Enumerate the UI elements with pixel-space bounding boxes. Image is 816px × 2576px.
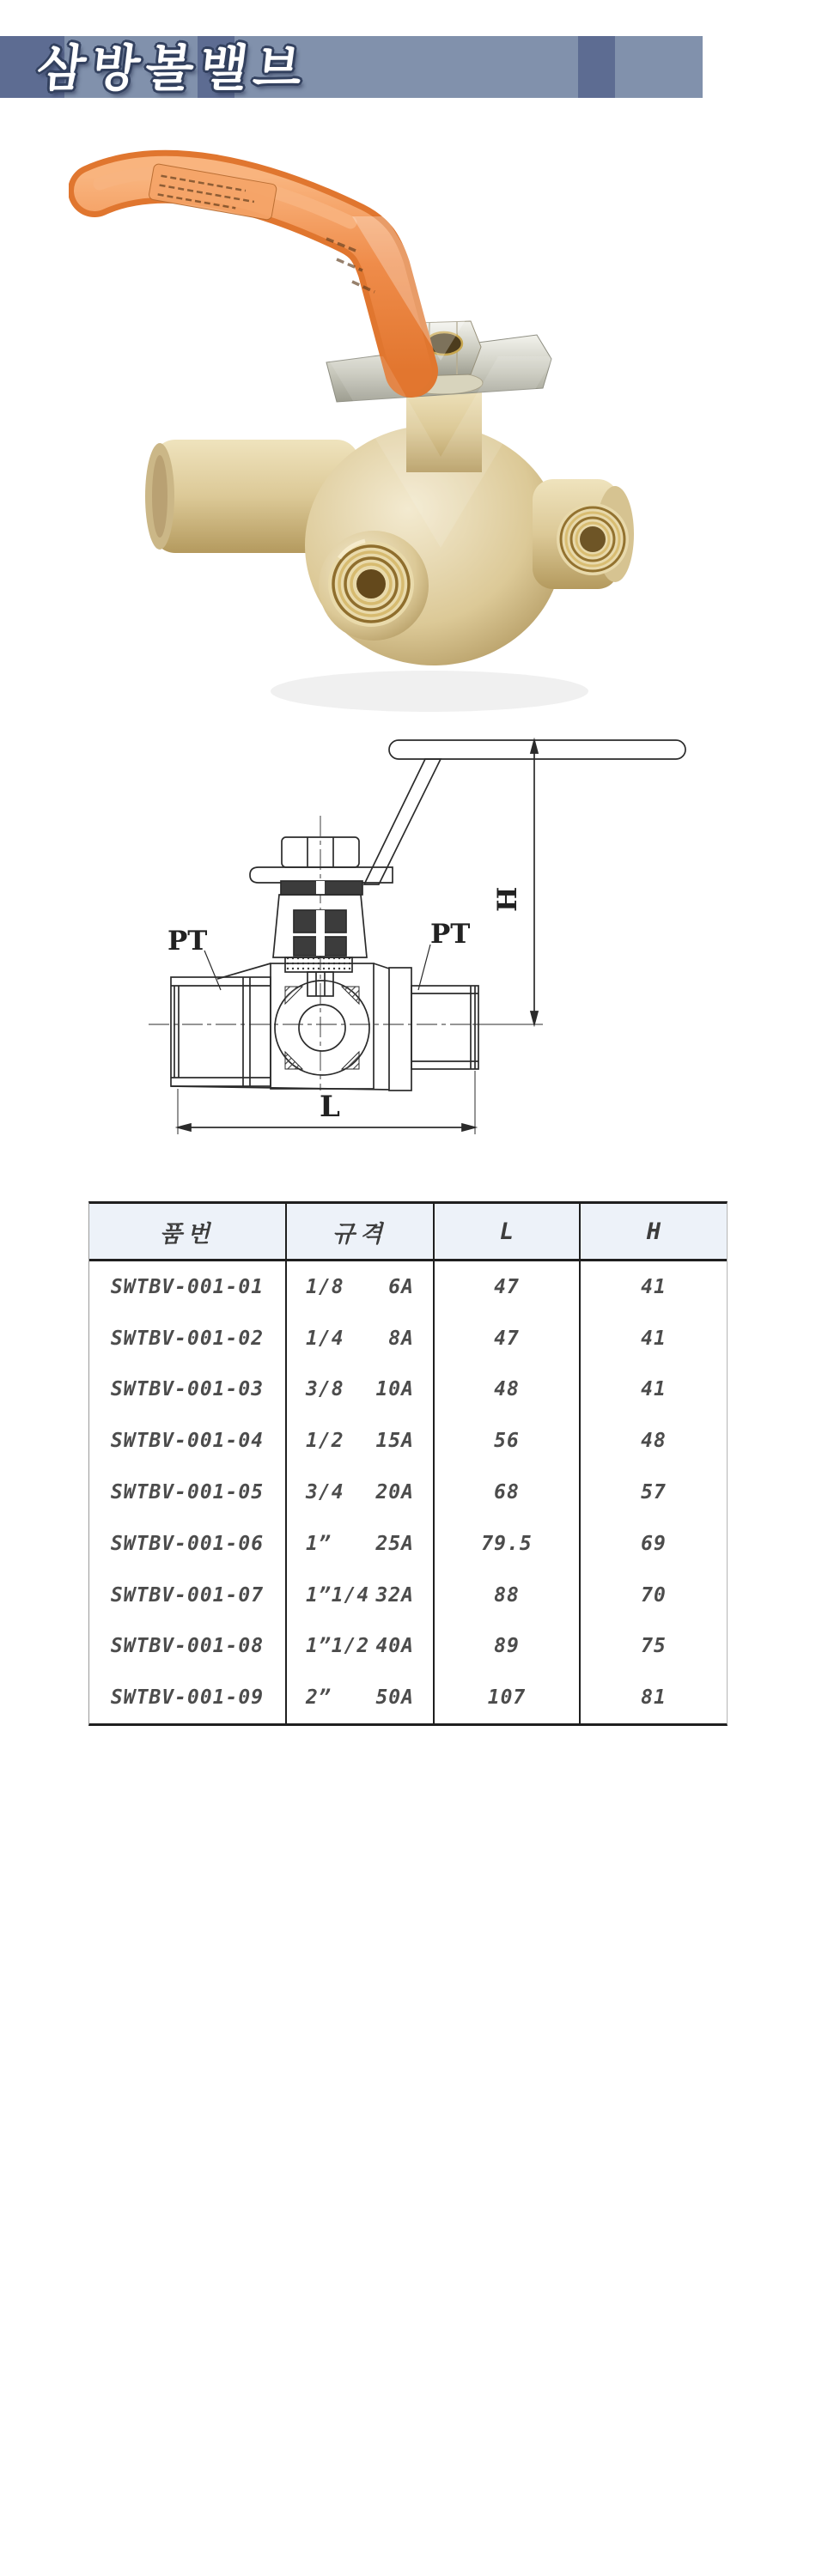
pt-right-label: PT: [430, 919, 471, 950]
spec-size-a: 50A: [375, 1686, 414, 1710]
valve-handle: [94, 163, 411, 371]
cell-part: SWTBV-001-03: [89, 1364, 285, 1416]
cell-part: SWTBV-001-04: [89, 1415, 285, 1467]
cell-l: 56: [433, 1415, 579, 1467]
cell-part: SWTBV-001-05: [89, 1467, 285, 1518]
cell-spec: [285, 1672, 433, 1723]
cell-spec: [285, 1364, 433, 1416]
spec-fraction: 1”1/4: [306, 1583, 370, 1607]
cell-part: SWTBV-001-07: [89, 1570, 285, 1621]
cell-h: 69: [579, 1518, 727, 1570]
pt-left-label: PT: [167, 926, 208, 957]
spec-fraction: 1/8: [306, 1275, 344, 1298]
cell-l: 88: [433, 1570, 579, 1621]
col-header-part: 품번: [89, 1204, 285, 1261]
cell-h: 70: [579, 1570, 727, 1621]
col-header-spec: 규격: [285, 1204, 433, 1261]
cell-h: 41: [579, 1313, 727, 1364]
spec-fraction: 1”1/2: [306, 1635, 370, 1658]
cell-l: 107: [433, 1672, 579, 1723]
pt-right-leader: [418, 945, 430, 990]
cell-part: SWTBV-001-02: [89, 1313, 285, 1364]
cell-l: 47: [433, 1313, 579, 1364]
cell-h: 57: [579, 1467, 727, 1518]
page-title: 삼방볼밸브: [33, 39, 312, 98]
cell-l: 48: [433, 1364, 579, 1416]
h-dim-label: H: [492, 886, 523, 912]
valve-front-port: [319, 531, 429, 641]
cell-part: SWTBV-001-06: [89, 1518, 285, 1570]
drawing-left-port: [171, 977, 271, 1086]
technical-drawing: [116, 730, 709, 1151]
spec-fraction: 3/8: [306, 1378, 344, 1401]
cell-part: SWTBV-001-08: [89, 1621, 285, 1673]
cell-h: 41: [579, 1261, 727, 1313]
spec-size-a: 6A: [388, 1275, 414, 1298]
spec-table: [88, 1201, 728, 1726]
spec-fraction: 1”: [306, 1532, 332, 1555]
cell-spec: [285, 1261, 433, 1313]
spec-fraction: 3/4: [306, 1481, 344, 1504]
title-banner: [0, 36, 703, 98]
product-photo: [69, 137, 653, 721]
spec-size-a: 25A: [375, 1532, 414, 1555]
cell-part: SWTBV-001-01: [89, 1261, 285, 1313]
spec-size-a: 20A: [375, 1481, 414, 1504]
spec-size-a: 8A: [388, 1327, 414, 1350]
spec-size-a: 32A: [375, 1583, 414, 1607]
l-dim-label: L: [320, 1090, 340, 1124]
cell-part: SWTBV-001-09: [89, 1672, 285, 1723]
cell-spec: [285, 1518, 433, 1570]
drawing-ball: [275, 981, 369, 1075]
cell-h: 75: [579, 1621, 727, 1673]
cell-l: 47: [433, 1261, 579, 1313]
cell-spec: [285, 1570, 433, 1621]
spec-fraction: 2”: [306, 1686, 332, 1710]
drawing-body: [171, 963, 389, 1090]
drawing-right-port: [389, 968, 478, 1091]
cell-l: 79.5: [433, 1518, 579, 1570]
spec-size-a: 40A: [375, 1635, 414, 1658]
cell-spec: [285, 1313, 433, 1364]
spec-fraction: 1/4: [306, 1327, 344, 1350]
cell-h: 41: [579, 1364, 727, 1416]
photo-shadow: [271, 671, 588, 712]
drawing-handle: [364, 740, 685, 884]
cell-l: 89: [433, 1621, 579, 1673]
dim-h: [472, 740, 543, 1024]
col-header-h: H: [579, 1204, 727, 1261]
cell-h: 81: [579, 1672, 727, 1723]
spec-size-a: 10A: [375, 1378, 414, 1401]
valve-right-port: [533, 479, 634, 589]
spec-size-a: 15A: [375, 1430, 414, 1453]
cell-spec: [285, 1467, 433, 1518]
cell-spec: [285, 1415, 433, 1467]
col-header-l: L: [433, 1204, 579, 1261]
cell-h: 48: [579, 1415, 727, 1467]
drawing-stem-packing: [273, 881, 367, 996]
cell-l: 68: [433, 1467, 579, 1518]
cell-spec: [285, 1621, 433, 1673]
spec-fraction: 1/2: [306, 1430, 344, 1453]
